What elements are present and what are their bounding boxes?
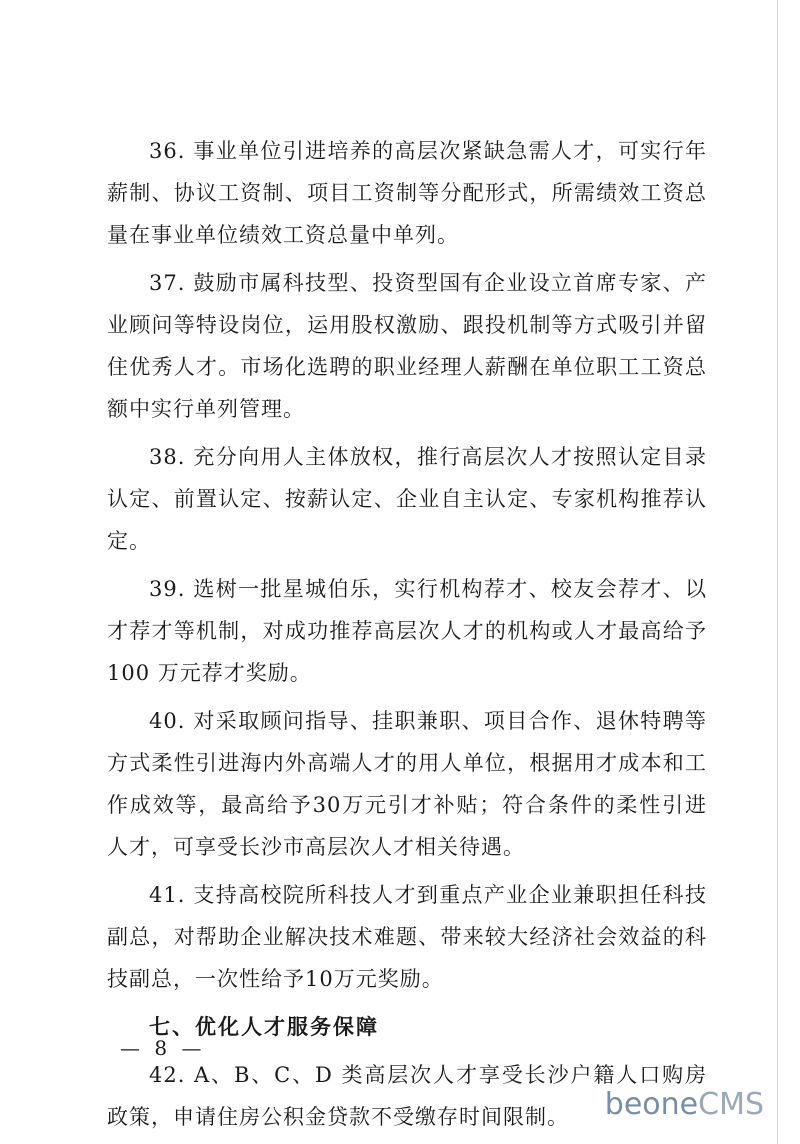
section-heading: 七、优化人才服务保障 [149, 1015, 379, 1039]
paragraph-38: 38. 充分向用人主体放权，推行高层次人才按照认定目录认定、前置认定、按薪认定、企业自主认定、专家机构推荐认定。 [107, 445, 707, 553]
document-body [107, 130, 707, 1144]
paragraph-36: 36. 事业单位引进培养的高层次紧缺急需人才，可实行年薪制、协议工资制、项目工资制等分配形式，所需绩效工资总量在事业单位绩效工资总量中单列。 [107, 139, 707, 247]
watermark-logo [605, 1087, 764, 1122]
page-number: — 8 — [120, 1036, 206, 1060]
paragraph-40: 40. 对采取顾问指导、挂职兼职、项目合作、退休特聘等方式柔性引进海内外高端人才的用人单位，根据用才成本和工作成效等，最高给予30万元引才补贴；符合条件的柔性引进人才，可享受长沙市高层次人才相关待遇。 [107, 709, 707, 859]
watermark-suffix: CMS [698, 1087, 764, 1122]
paragraph-37: 37. 鼓励市属科技型、投资型国有企业设立首席专家、产业顾问等特设岗位，运用股权激励、跟投机制等方式吸引并留住优秀人才。市场化选聘的职业经理人薪酬在单位职工工资总额中实行单列管理。 [107, 271, 707, 421]
paragraph-42: 42. A、B、C、D 类高层次人才享受长沙户籍人口购房政策，申请住房公积金贷款不受缴存时间限制。 [107, 1063, 707, 1129]
watermark-brand: beone [604, 1087, 699, 1122]
page-edge-line [777, 0, 778, 1144]
paragraph-39: 39. 选树一批星城伯乐，实行机构荐才、校友会荐才、以才荐才等机制，对成功推荐高层次人才的机构或人才最高给予100 万元荐才奖励。 [107, 577, 707, 685]
paragraph-41: 41. 支持高校院所科技人才到重点产业企业兼职担任科技副总，对帮助企业解决技术难题、带来较大经济社会效益的科技副总，一次性给予10万元奖励。 [107, 883, 707, 991]
